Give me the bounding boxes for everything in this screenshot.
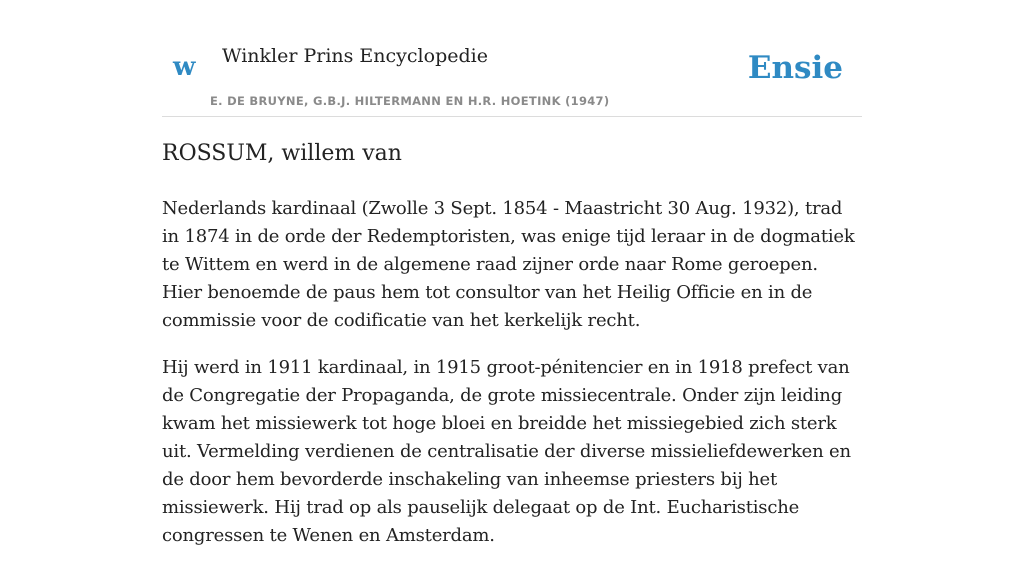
ensie-logo[interactable]: Ensie bbox=[747, 50, 843, 86]
article-title: ROSSUM, willem van bbox=[162, 141, 402, 166]
article bbox=[162, 136, 862, 569]
article-paragraph-1: Nederlands kardinaal (Zwolle 3 Sept. 1854 - Maastricht 30 Aug. 1932), trad in 1874 in de orde der Redemptoristen, was enige tijd leraar in de dogmatiek te Wittem en werd in de algemene raad zijner orde naar Rome geroepen. Hier benoemde de paus hem tot consultor van het Heilig Officie en in de commissie voor de codificatie van het kerkelijk recht. bbox=[162, 198, 855, 331]
site-header bbox=[162, 0, 862, 117]
publication-title[interactable]: Winkler Prins Encyclopedie bbox=[222, 45, 488, 67]
article-paragraph-2: Hij werd in 1911 kardinaal, in 1915 groot-pénitencier en in 1918 prefect van de Congregatie der Propaganda, de grote missiecentrale. Onder zijn leiding kwam het missiewerk tot hoge bloei en breidde het missiegebied zich sterk uit. Vermelding verdienen de centralisatie der diverse missieliefdewerken en de door hem bevorderde inschakeling van inheemse priesters bij het missiewerk. Hij trad op als pauselijk delegaat op de Int. Eucharistische congressen te Wenen en Amsterdam. bbox=[162, 357, 851, 546]
publication-authors: E. DE BRUYNE, G.B.J. HILTERMANN EN H.R. HOETINK (1947) bbox=[210, 94, 610, 108]
winkler-prins-logo[interactable]: w bbox=[173, 52, 196, 82]
